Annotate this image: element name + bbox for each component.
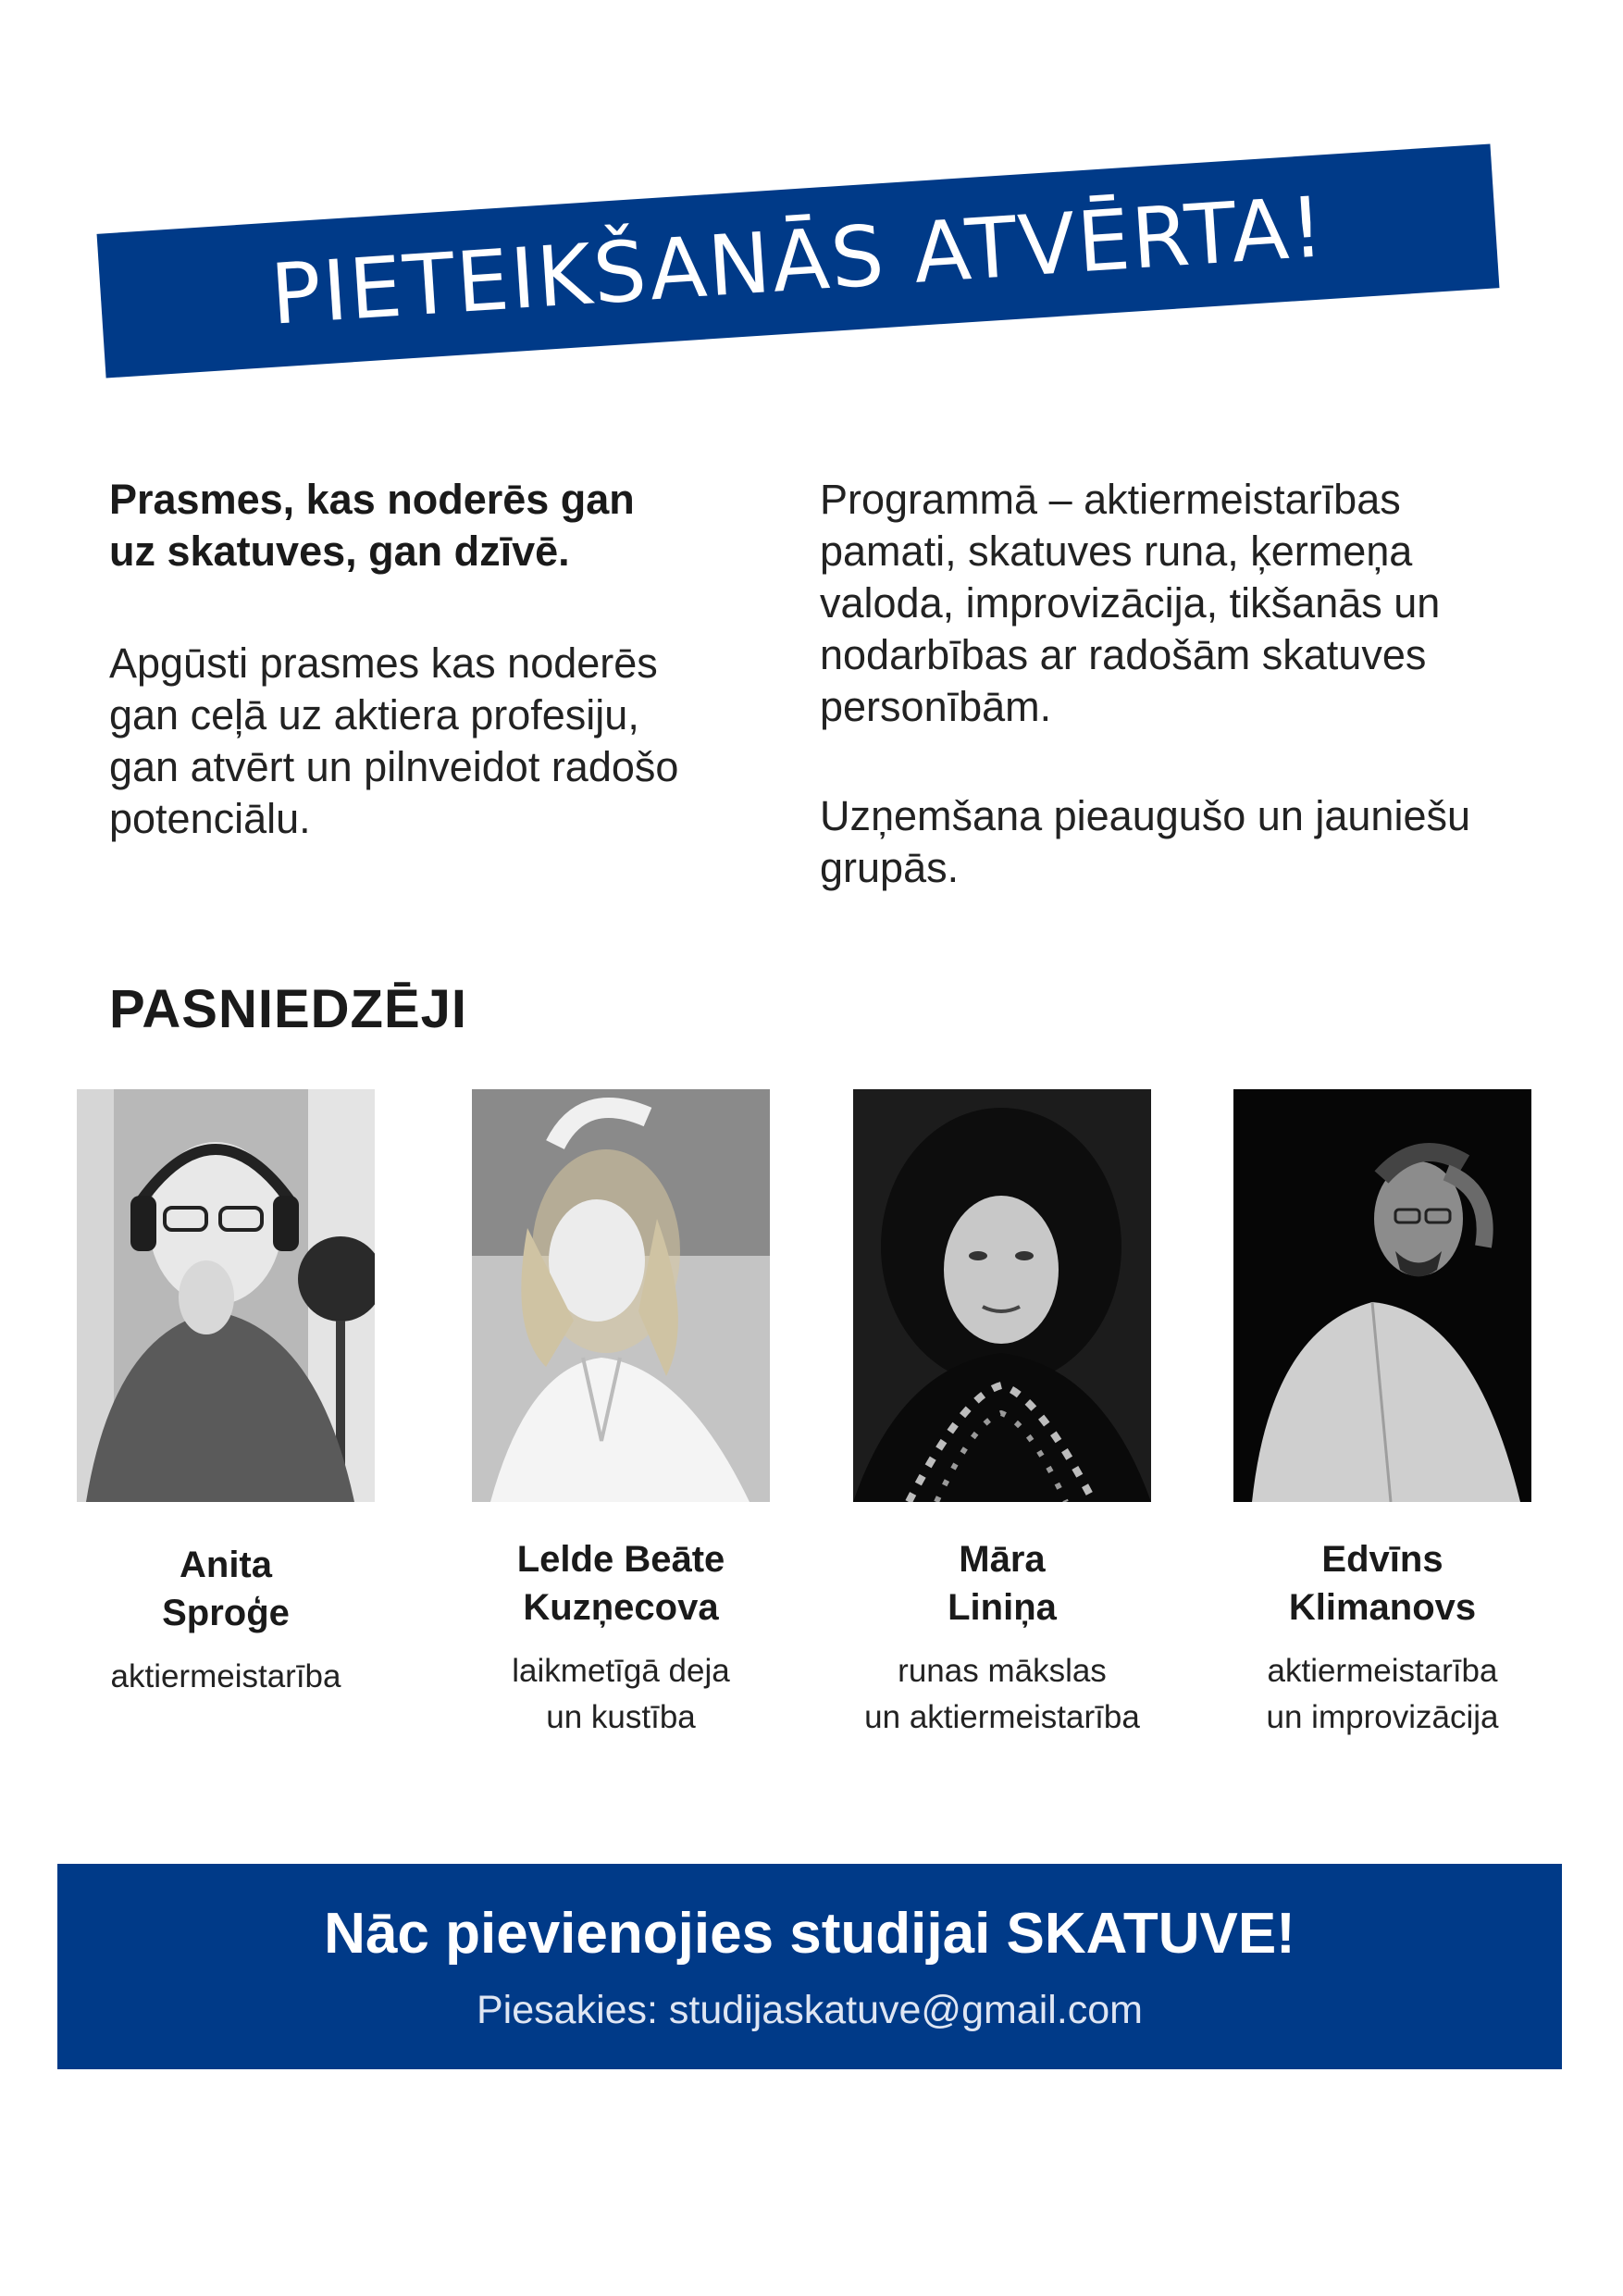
teacher-role	[1230, 1648, 1535, 1741]
role-line: un kustība	[546, 1699, 696, 1735]
intro-lead-line: Prasmes, kas noderēs gan	[109, 476, 635, 523]
teacher-name	[1230, 1535, 1535, 1632]
teacher-photo	[77, 1089, 375, 1502]
intro-paragraph-program	[820, 474, 1542, 733]
role-line: aktiermeistarība	[1267, 1653, 1498, 1689]
paragraph-line: personībām.	[820, 683, 1052, 730]
teacher-card	[1230, 1089, 1535, 1741]
name-line: Liniņa	[948, 1587, 1057, 1628]
contact-email[interactable]: Piesakies: studijaskatuve@gmail.com	[477, 1988, 1143, 2032]
teacher-name	[73, 1541, 378, 1637]
teacher-name	[849, 1535, 1155, 1632]
footer-title: Nāc pievienojies studijai SKATUVE!	[324, 1902, 1295, 1966]
name-line: Kuzņecova	[523, 1587, 719, 1628]
headline-title: PIETEIKŠANĀS ATVĒRTA!	[267, 178, 1329, 344]
portrait-image	[853, 1089, 1151, 1502]
name-line: Edvīns	[1321, 1539, 1443, 1580]
teacher-photo	[472, 1089, 770, 1502]
name-line: Sproģe	[162, 1593, 290, 1633]
intro-lead	[109, 474, 683, 577]
teacher-card	[468, 1089, 774, 1741]
paragraph-line: pamati, skatuves runa, ķermeņa	[820, 527, 1413, 575]
footer-banner	[57, 1864, 1562, 2069]
role-line: runas mākslas	[898, 1653, 1107, 1689]
paragraph-line: potenciālu.	[109, 795, 311, 842]
name-line: Lelde Beāte	[516, 1539, 725, 1580]
name-line: Anita	[180, 1545, 272, 1585]
intro-lead-line: uz skatuves, gan dzīvē.	[109, 527, 570, 575]
intro-left-column	[109, 474, 757, 845]
portrait-image	[472, 1089, 770, 1502]
portrait-image	[1233, 1089, 1531, 1502]
portrait-image	[77, 1089, 375, 1502]
intro-paragraph-admission	[820, 790, 1542, 894]
paragraph-line: nodarbības ar radošām skatuves	[820, 631, 1427, 678]
teacher-role	[73, 1654, 378, 1700]
role-line: un improvizācija	[1266, 1699, 1499, 1735]
intro-right-column	[820, 474, 1542, 894]
role-line: aktiermeistarība	[110, 1658, 341, 1694]
teacher-role	[849, 1648, 1155, 1741]
paragraph-line: Uzņemšana pieaugušo un jauniešu	[820, 792, 1470, 839]
paragraph-line: Apgūsti prasmes kas noderēs	[109, 639, 658, 687]
intro-paragraph-skills	[109, 638, 748, 845]
name-line: Klimanovs	[1288, 1587, 1477, 1628]
teacher-card	[849, 1089, 1155, 1741]
paragraph-line: gan atvērt un pilnveidot radošo	[109, 743, 679, 790]
paragraph-line: gan ceļā uz aktiera profesiju,	[109, 691, 639, 738]
role-line: un aktiermeistarība	[864, 1699, 1140, 1735]
teacher-name	[468, 1535, 774, 1632]
paragraph-line: valoda, improvizācija, tikšanās un	[820, 579, 1441, 627]
teachers-heading: PASNIEDZĒJI	[109, 979, 468, 1039]
teacher-role	[468, 1648, 774, 1741]
headline-banner	[97, 143, 1500, 378]
role-line: laikmetīgā deja	[512, 1653, 730, 1689]
teacher-card	[73, 1089, 378, 1700]
paragraph-line: Programmā – aktiermeistarības	[820, 476, 1401, 523]
teacher-photo	[1233, 1089, 1531, 1502]
name-line: Māra	[959, 1539, 1046, 1580]
teacher-photo	[853, 1089, 1151, 1502]
paragraph-line: grupās.	[820, 844, 960, 891]
